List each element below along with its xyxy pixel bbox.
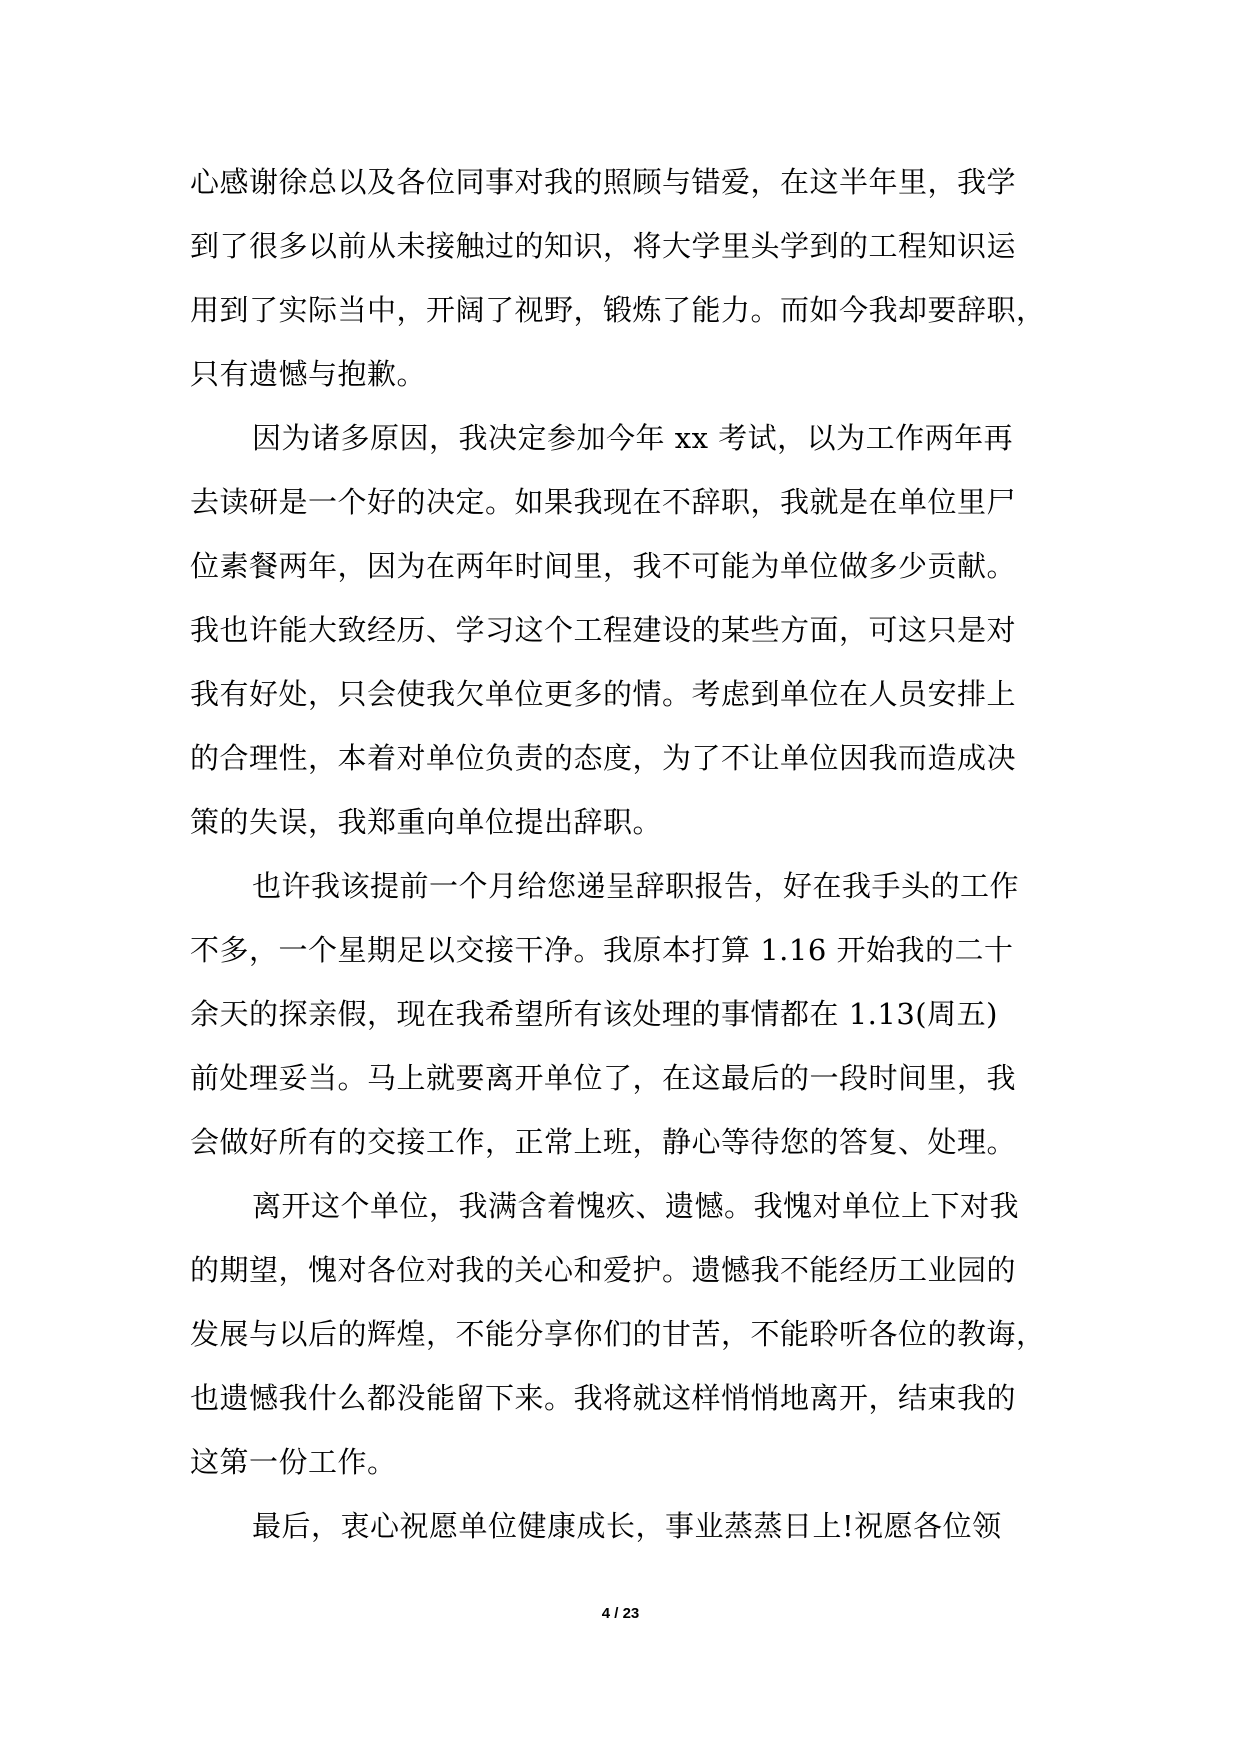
text-line: 去读研是一个好的决定。如果我现在不辞职，我就是在单位里尸 [190,485,1017,519]
page-number: 4 / 23 [601,1605,640,1622]
text-line: 前处理妥当。马上就要离开单位了，在这最后的一段时间里，我 [190,1061,1017,1095]
text-line: 这第一份工作。 [190,1445,397,1479]
text-line: 用到了实际当中，开阔了视野，锻炼了能力。而如今我却要辞职， [190,293,1046,327]
text-line: 的期望，愧对各位对我的关心和爱护。遗憾我不能经历工业园的 [190,1253,1017,1287]
paragraph-start-line: 离开这个单位，我满含着愧疚、遗憾。我愧对单位上下对我 [252,1189,1020,1223]
text-line: 我有好处，只会使我欠单位更多的情。考虑到单位在人员安排上 [190,677,1017,711]
text-line: 也遗憾我什么都没能留下来。我将就这样悄悄地离开，结束我的 [190,1381,1017,1415]
text-line: 位素餐两年，因为在两年时间里，我不可能为单位做多少贡献。 [190,549,1017,583]
text-line: 发展与以后的辉煌，不能分享你们的甘苦，不能聆听各位的教诲， [190,1317,1046,1351]
text-line: 只有遗憾与抱歉。 [190,357,427,391]
paragraph-start-line: 最后，衷心祝愿单位健康成长，事业蒸蒸日上!祝愿各位领 [252,1509,1002,1543]
paragraph-start-line: 因为诸多原因，我决定参加今年 xx 考试，以为工作两年再 [252,421,1014,455]
text-line: 余天的探亲假，现在我希望所有该处理的事情都在 1.13(周五) [190,997,998,1031]
text-line: 到了很多以前从未接触过的知识，将大学里头学到的工程知识运 [190,229,1017,263]
text-line: 不多，一个星期足以交接干净。我原本打算 1.16 开始我的二十 [190,933,1014,967]
text-line: 会做好所有的交接工作，正常上班，静心等待您的答复、处理。 [190,1125,1017,1159]
text-line: 心感谢徐总以及各位同事对我的照顾与错爱，在这半年里，我学 [190,165,1017,199]
letter-body [190,150,1090,1558]
text-line: 的合理性，本着对单位负责的态度，为了不让单位因我而造成决 [190,741,1017,775]
text-line: 我也许能大致经历、学习这个工程建设的某些方面，可这只是对 [190,613,1017,647]
paragraph-start-line: 也许我该提前一个月给您递呈辞职报告，好在我手头的工作 [252,869,1020,903]
text-line: 策的失误，我郑重向单位提出辞职。 [190,805,663,839]
